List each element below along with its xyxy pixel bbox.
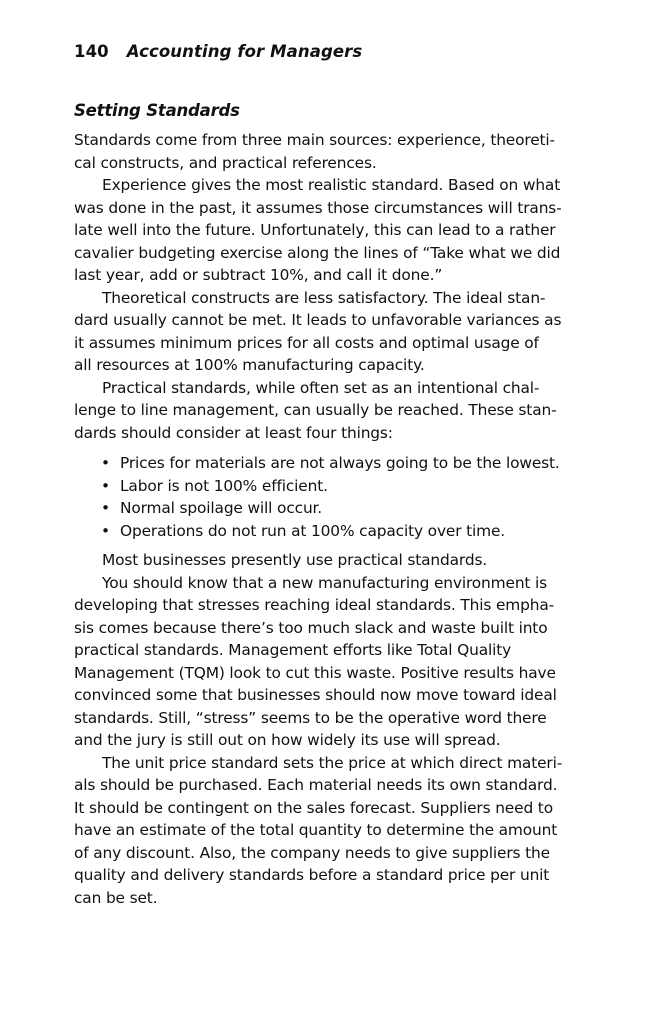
text-line: standards. Still, “stress” seems to be the operative word there bbox=[74, 708, 547, 727]
text-line: was done in the past, it assumes those circumstances will trans- bbox=[74, 198, 562, 217]
list-item bbox=[74, 520, 594, 543]
bullet-list bbox=[74, 452, 594, 542]
text-line: convinced some that businesses should now move toward ideal bbox=[74, 686, 557, 704]
list-item bbox=[74, 452, 594, 475]
paragraph-new-environment bbox=[74, 572, 594, 752]
paragraph-unit-price bbox=[74, 752, 594, 910]
text-line: lenge to line management, can usually be reached. These stan- bbox=[74, 401, 557, 419]
text-line: Standards come from three main sources: experience, theoreti- bbox=[74, 131, 555, 149]
paragraph-theoretical bbox=[74, 287, 594, 377]
text-line: You should know that a new manufacturing environment is bbox=[102, 573, 548, 592]
text-line: als should be purchased. Each material needs its own standard. bbox=[74, 776, 558, 794]
text-line: of any discount. Also, the company needs to give suppliers the bbox=[74, 843, 550, 862]
list-item-text: Labor is not 100% efficient. bbox=[120, 476, 328, 495]
running-header bbox=[74, 42, 362, 61]
text-line: last year, add or subtract 10%, and call it done.” bbox=[74, 266, 443, 284]
text-line: late well into the future. Unfortunately, this can lead to a rather bbox=[74, 221, 556, 239]
text-line: Experience gives the most realistic standard. Based on what bbox=[102, 176, 561, 194]
list-item-text: Prices for materials are not always going to be the lowest. bbox=[120, 454, 560, 472]
text-line: cavalier budgeting exercise along the lines of “Take what we did bbox=[74, 243, 561, 262]
book-title: Accounting for Managers bbox=[126, 42, 363, 61]
text-line: Management (TQM) look to cut this waste. Positive results have bbox=[74, 663, 556, 682]
text-line: sis comes because there’s too much slack and waste built into bbox=[74, 618, 548, 637]
bullet-icon: • bbox=[101, 476, 110, 495]
list-item bbox=[74, 475, 594, 498]
text-line: practical standards. Management efforts like Total Quality bbox=[74, 641, 512, 659]
paragraph-intro bbox=[74, 129, 594, 174]
text-line: Most businesses presently use practical standards. bbox=[102, 551, 488, 569]
text-line: have an estimate of the total quantity to determine the amount bbox=[74, 821, 558, 839]
text-line: Practical standards, while often set as an intentional chal- bbox=[102, 378, 540, 397]
text-line: can be set. bbox=[74, 888, 158, 907]
bullet-icon: • bbox=[101, 499, 110, 517]
list-item bbox=[74, 497, 594, 520]
text-line: developing that stresses reaching ideal standards. This empha- bbox=[74, 596, 555, 614]
section-heading: Setting Standards bbox=[74, 101, 240, 120]
paragraph-most-businesses bbox=[74, 549, 594, 572]
text-line: The unit price standard sets the price at which direct materi- bbox=[102, 753, 563, 772]
text-line: cal constructs, and practical references. bbox=[74, 153, 377, 172]
text-line: all resources at 100% manufacturing capacity. bbox=[74, 356, 425, 374]
bullet-icon: • bbox=[101, 454, 110, 472]
body-text bbox=[74, 129, 594, 909]
paragraph-practical bbox=[74, 377, 594, 445]
text-line: dards should consider at least four things: bbox=[74, 423, 393, 442]
text-line: quality and delivery standards before a standard price per unit bbox=[74, 866, 550, 884]
page-number: 140 bbox=[74, 42, 109, 61]
text-line: dard usually cannot be met. It leads to unfavorable variances as bbox=[74, 311, 562, 329]
list-item-text: Operations do not run at 100% capacity over time. bbox=[120, 521, 506, 540]
text-line: Theoretical constructs are less satisfactory. The ideal stan- bbox=[102, 288, 546, 307]
text-line: and the jury is still out on how widely its use will spread. bbox=[74, 731, 501, 749]
text-line: It should be contingent on the sales forecast. Suppliers need to bbox=[74, 798, 553, 817]
bullet-icon: • bbox=[101, 521, 110, 540]
paragraph-experience bbox=[74, 174, 594, 287]
text-line: it assumes minimum prices for all costs and optimal usage of bbox=[74, 333, 539, 352]
list-item-text: Normal spoilage will occur. bbox=[120, 499, 323, 517]
